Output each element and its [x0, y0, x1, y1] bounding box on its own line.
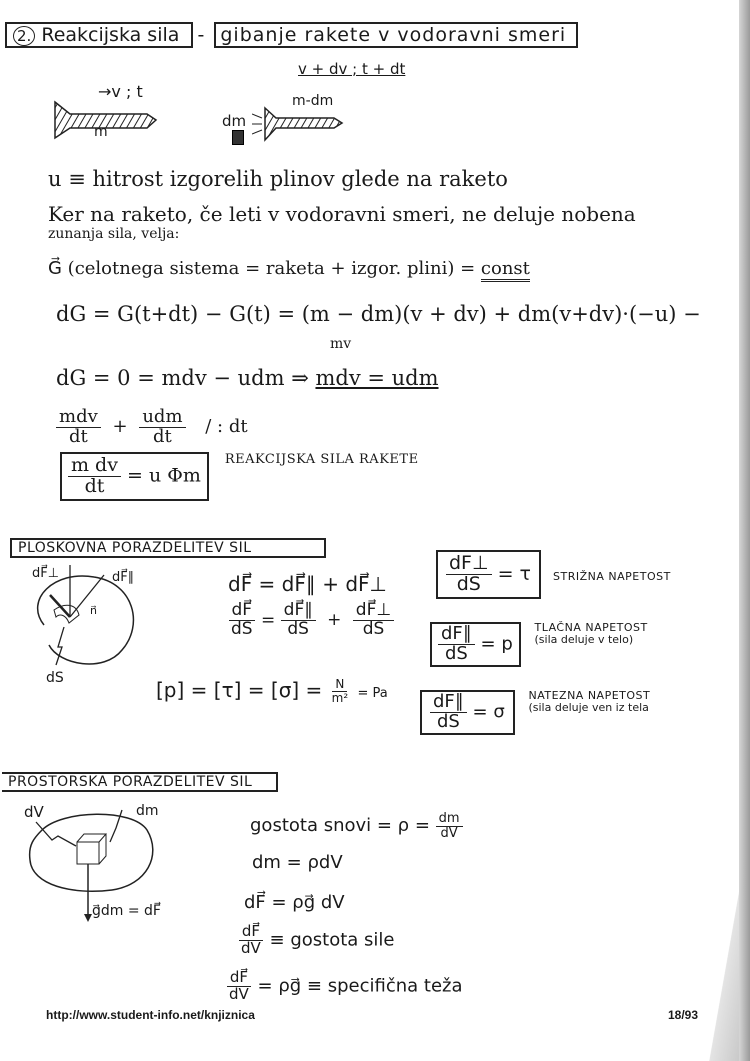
diagram-label-dS: dS	[46, 670, 64, 686]
eq-dm: dm = ρdV	[252, 852, 343, 873]
footer-url[interactable]: http://www.student-info.net/knjiznica	[46, 1008, 255, 1022]
eq-divide-dt: $\frac{\text{mdv}}{dt}$ + $\frac{\text{udm}}{dt}$ / : dt	[56, 408, 248, 447]
mass-label-m: m	[94, 124, 108, 140]
diagram-label-dF-perp: dF⃗⊥	[32, 566, 60, 581]
eq-dF: dF⃗ = ρg⃗ dV	[244, 892, 345, 913]
diagram-label-gdm: g⃗dm = dF⃗	[92, 903, 161, 919]
boxed-reaction-force	[60, 452, 419, 501]
rocket-icon	[252, 104, 352, 144]
pressure-stress-sublabel: (sila deluje v telo)	[534, 633, 634, 647]
result-box: $\frac{\text{m dv}}{dt}$ = u Φm	[60, 452, 209, 501]
section3-title: PROSTORSKA PORAZDELITEV SIL	[2, 772, 278, 792]
eq-stress-units: [p] = [τ] = [σ] = $\frac{N}{\text{m²}}$ = Pa	[156, 677, 388, 705]
pressure-stress-label: TLAČNA NAPETOST	[534, 621, 648, 634]
fraction: $\frac{\text{udm}}{dt}$	[139, 408, 185, 447]
section1-subtitle: gibanje rakete v vodoravni smeri	[214, 22, 578, 48]
velocity-label-t: →v ; t	[98, 82, 143, 101]
section2-title: PLOSKOVNA PORAZDELITEV SIL	[10, 538, 326, 558]
diagram-label-dm: dm	[136, 803, 159, 819]
tensile-stress-sublabel: (sila deluje ven iz tela	[528, 701, 649, 715]
box-pressure-stress: $\frac{dF\parallel}{dS}$ = p TLAČNA NAPETOST (sila deluje v telo)	[430, 622, 648, 667]
eq-dG-zero	[56, 366, 439, 390]
tensile-stress-label: NATEZNA NAPETOST	[528, 689, 651, 702]
reaction-force-label: REAKCIJSKA SILA RAKETE	[224, 452, 419, 467]
diagram-label-dV: dV	[24, 803, 44, 821]
momentum-const	[48, 258, 530, 279]
surface-force-diagram	[24, 565, 154, 675]
section1-title-box	[5, 22, 193, 48]
title-dash: -	[197, 24, 205, 46]
fraction: $\frac{\text{mdv}}{dt}$	[56, 408, 101, 447]
eq-specific-weight: $\frac{dF⃗}{dV}$ = ρg⃗ ≡ specifična teža	[226, 970, 463, 1003]
velocity-label-t-dt: v + dv ; t + dt	[298, 60, 406, 78]
section-number: 2.	[13, 26, 35, 46]
eq-density: gostota snovi = ρ = $\frac{dm}{dV}$	[250, 812, 463, 840]
diagram-label-n: n⃗	[90, 604, 97, 617]
mass-label-m-minus-dm: m-dm	[292, 93, 334, 109]
section1-title: Reakcijska sila	[41, 24, 180, 46]
mass-label-dm: dm	[222, 112, 247, 130]
const-label: const	[481, 258, 530, 282]
definition-u: u ≡ hitrost izgorelih plinov glede na raketo	[48, 167, 508, 191]
section1-heading	[5, 24, 578, 46]
shear-stress-label: STRIŽNA NAPETOST	[553, 569, 671, 583]
scan-edge-shadow	[739, 0, 750, 1061]
eq-dG-line1: dG = G(t+dt) − G(t) = (m − dm)(v + dv) + dm(v+dv)·(−u) −	[56, 302, 701, 326]
momentum-text: G⃗ (celotnega sistema = raketa + izgor. plini) =	[48, 258, 481, 279]
text-ker-line1: Ker na raketo, če leti v vodoravni smeri, ne deluje nobena	[48, 202, 636, 226]
diagram-label-dF-par: dF⃗∥	[112, 570, 135, 585]
footer-page-number: 18/93	[668, 1008, 699, 1022]
eq-dG-line2: mv	[330, 336, 352, 352]
box-shear-stress: $\frac{dF\perp}{dS}$ = τ STRIŽNA NAPETOST	[436, 550, 671, 599]
eq-force-decomposition: dF⃗ = dF⃗∥ + dF⃗⊥	[228, 572, 387, 596]
box-tensile-stress: $\frac{dF\parallel}{dS}$ = σ NATEZNA NAPETOST (sila deluje ven iz tela	[420, 690, 650, 735]
eq-force-per-area: $\frac{dF⃗}{dS}$ = $\frac{dF⃗\parallel}{dS}$ + $\frac{dF⃗\perp}{dS}$	[228, 602, 394, 639]
scan-page-fold	[699, 861, 739, 1061]
eq-dG-zero-result: mdv = udm	[315, 366, 439, 390]
eq-dG-zero-text: dG = 0 = mdv − udm ⇒	[56, 366, 316, 390]
ejected-mass-icon	[232, 130, 244, 145]
text-ker-line2: zunanja sila, velja:	[48, 226, 180, 242]
eq-force-density: $\frac{dF⃗}{dV}$ ≡ gostota sile	[238, 924, 395, 957]
